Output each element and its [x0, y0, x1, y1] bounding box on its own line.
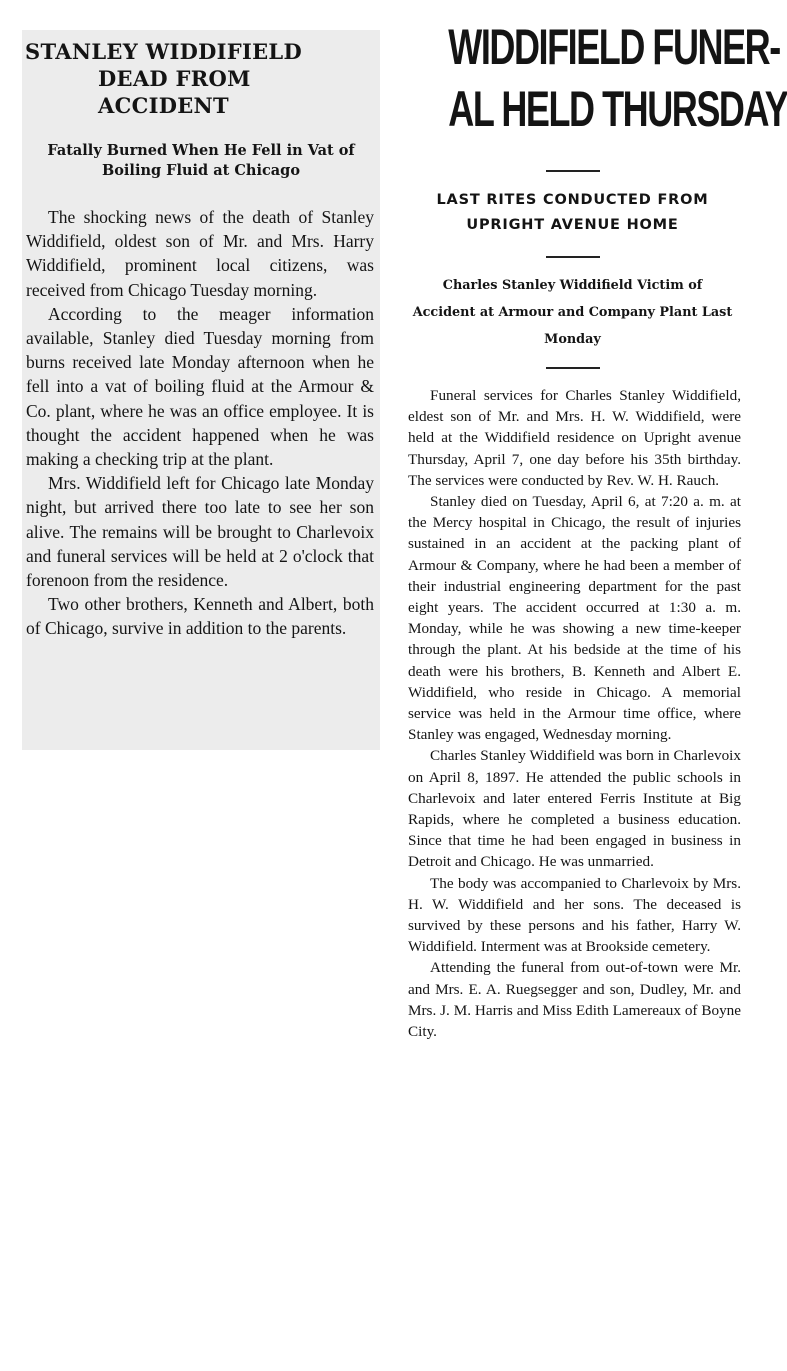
right-clipping — [400, 6, 787, 1366]
right-paragraph: Charles Stanley Widdifield was born in Charlevoix on April 8, 1897. He attended the public schools in Charlevoix and later entered Ferris Institute at Big Rapids, where he completed a business education. Since that time he had been engaged in business in Detroit and Chicago. He was unmarried. — [408, 747, 741, 871]
right-deck-primary: LAST RITES CONDUCTED FROM UPRIGHT AVENUE HOME — [436, 192, 709, 233]
right-paragraph: Funeral services for Charles Stanley Widdifield, eldest son of Mr. and Mrs. H. W. Widdifield, were held at the Widdifield residence on Upright avenue Thursday, April 7, one day before his 35th birthday. The services were conducted by Rev. W. H. Rauch. — [408, 387, 741, 489]
left-article-body — [22, 205, 380, 641]
right-deck-secondary: Charles Stanley Widdifield Victim of Accident at Armour and Company Plant Last Monday — [412, 278, 733, 347]
divider-rule — [546, 170, 600, 172]
left-headline — [22, 38, 380, 119]
right-headline-line-2: AL HELD THURSDAY — [448, 81, 787, 137]
right-headline-line-1: WIDDIFIELD FUNER- — [448, 19, 780, 75]
left-clipping — [22, 30, 380, 750]
left-headline-line-1: STANLEY WIDDIFIELD — [25, 39, 302, 64]
right-paragraph: Stanley died on Tuesday, April 6, at 7:20 a. m. at the Mercy hospital in Chicago, the result of injuries sustained in an accident at the packing plant of Armour & Company, where he had been a member of their industrial engineering department for the past eight years. The accident occurred at 1:30 a. m. Monday, while he was showing a new time-keeper through the plant. At his bedside at the time of his death were his brothers, B. Kenneth and Albert E. Widdifield, who reside in Chicago. A memorial service was held in the Armour time office, where Stanley was engaged, Wednesday morning. — [408, 493, 741, 744]
right-paragraph: The body was accompanied to Charlevoix by Mrs. H. W. Widdifield and her sons. The deceased is survived by these persons and his father, Harry W. Widdifield. Interment was at Brookside cemetery. — [408, 874, 741, 956]
divider-rule — [546, 256, 600, 258]
right-paragraph: Attending the funeral from out-of-town were Mr. and Mrs. E. A. Ruegsegger and son, Dudley, Mr. and Mrs. J. M. Harris and Miss Edith Lamereaux of Boyne City. — [408, 959, 741, 1041]
left-headline-line-2: DEAD FROM ACCIDENT — [98, 66, 251, 118]
left-paragraph: The shocking news of the death of Stanley Widdifield, oldest son of Mr. and Mrs. Harry Widdifield, prominent local citizens, was received from Chicago Tuesday morning. — [26, 207, 374, 300]
right-headline — [448, 16, 787, 140]
left-subheadline: Fatally Burned When He Fell in Vat of Boiling Fluid at Chicago — [47, 142, 355, 179]
left-paragraph: Two other brothers, Kenneth and Albert, both of Chicago, survive in addition to the parents. — [26, 594, 374, 639]
right-article-body — [400, 385, 745, 1042]
left-paragraph: Mrs. Widdifield left for Chicago late Monday night, but arrived there too late to see her son alive. The remains will be brought to Charlevoix and funeral services will be held at 2 o'clock that forenoon from the residence. — [26, 473, 374, 591]
divider-rule — [546, 367, 600, 369]
left-paragraph: According to the meager information available, Stanley died Tuesday morning from burns received late Monday afternoon when he fell into a vat of boiling fluid at the Armour & Co. plant, where he was an office employee. It is thought the accident happened when he was making a checking trip at the plant. — [26, 303, 374, 470]
